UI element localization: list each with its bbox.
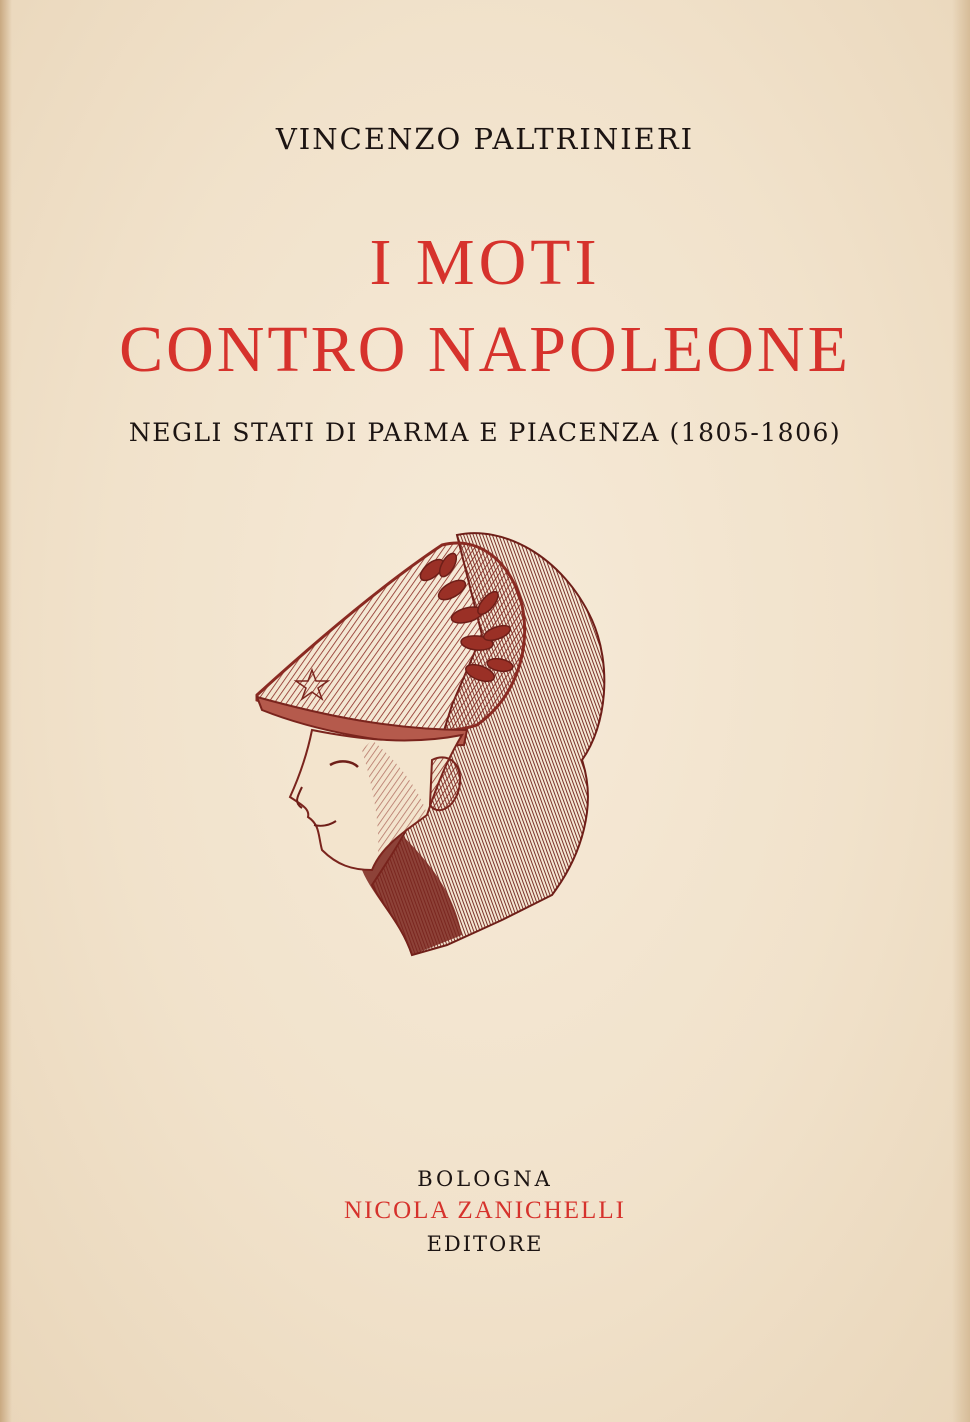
publisher-name: NICOLA ZANICHELLI [344, 1197, 626, 1224]
napoleon-portrait-engraving [252, 525, 632, 965]
title-line-2: CONTRO NAPOLEONE [119, 313, 851, 386]
publisher-role: EDITORE [426, 1232, 544, 1256]
title-line-1: I MOTI [369, 226, 601, 299]
publication-place: BOLOGNA [417, 1167, 553, 1191]
subtitle: NEGLI STATI DI PARMA E PIACENZA (1805-1806) [128, 418, 842, 447]
author-name: VINCENZO PALTRINIERI [275, 122, 695, 156]
